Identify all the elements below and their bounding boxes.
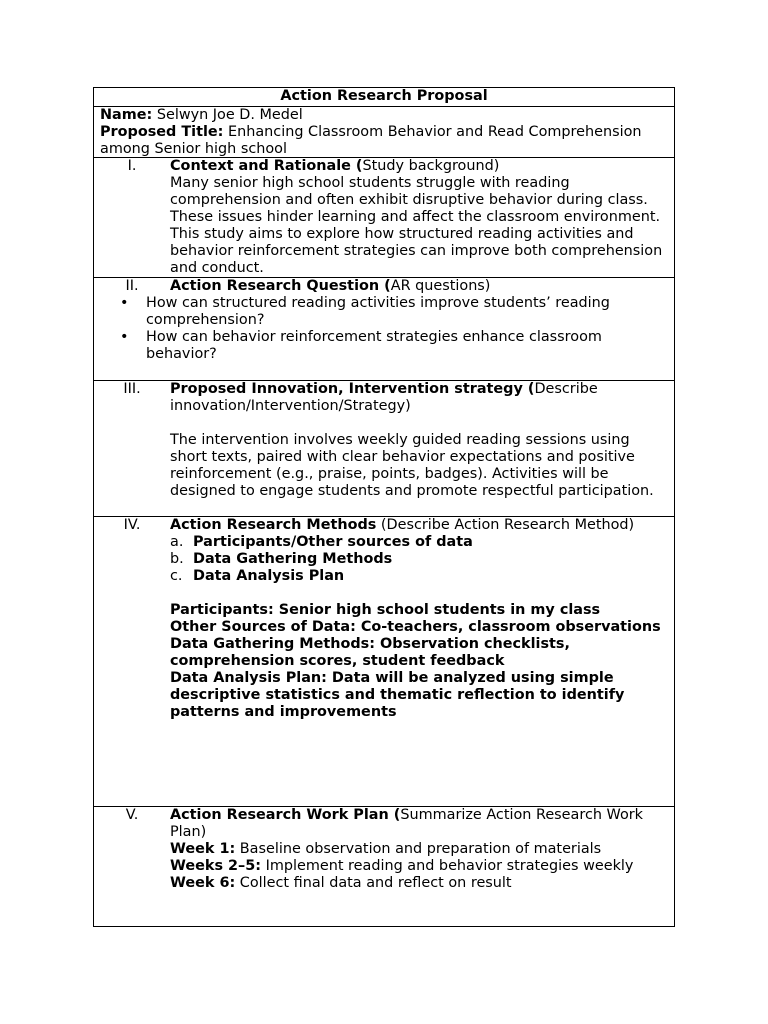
proposal-table xyxy=(93,87,675,927)
header-info xyxy=(94,106,674,157)
section-number: I. xyxy=(127,158,137,174)
work-plan-item: Week 1: Baseline observation and preparation of materials xyxy=(170,841,602,857)
section-heading: Context and Rationale (Study background) xyxy=(170,158,500,174)
method-item: c. Data Analysis Plan xyxy=(170,568,345,584)
proposed-title-value: Enhancing Classroom Behavior and Read Comprehension among Senior high school xyxy=(100,124,642,157)
method-detail: Participants: Senior high school students in my class xyxy=(170,602,601,618)
question-item: • How can structured reading activities improve students’ reading comprehension? xyxy=(120,295,610,328)
method-detail: Data Gathering Methods: Observation checklists, comprehension scores, student feedback xyxy=(170,636,570,669)
section-heading: Action Research Methods (Describe Action Research Method) xyxy=(170,517,635,533)
section-research-question xyxy=(94,277,674,380)
name-label: Name: xyxy=(100,107,153,123)
name-line xyxy=(100,107,670,124)
section-number: II. xyxy=(125,278,139,294)
bullet-icon: • xyxy=(120,295,129,311)
method-detail: Data Analysis Plan: Data will be analyzed using simple descriptive statistics and thematic reflection to identify patterns and improvements xyxy=(170,670,625,720)
name-value: Selwyn Joe D. Medel xyxy=(156,107,303,123)
bullet-icon: • xyxy=(120,329,129,345)
work-plan-item: Week 6: Collect final data and reflect on result xyxy=(170,875,512,891)
section-heading: Action Research Work Plan (Summarize Action Research Work Plan) xyxy=(170,807,644,840)
work-plan-item: Weeks 2–5: Implement reading and behavior strategies weekly xyxy=(170,858,634,874)
section-heading: Action Research Question (AR questions) xyxy=(170,278,491,294)
method-detail: Other Sources of Data: Co-teachers, classroom observations xyxy=(170,619,661,635)
section-number: III. xyxy=(123,381,141,397)
section-number: IV. xyxy=(123,517,141,533)
proposed-title-label: Proposed Title: xyxy=(100,124,224,140)
section-number: V. xyxy=(125,807,139,823)
method-item: a. Participants/Other sources of data xyxy=(170,534,473,550)
section-work-plan xyxy=(94,806,674,926)
proposed-title-line xyxy=(100,124,670,158)
section-methods xyxy=(94,516,674,806)
section-innovation xyxy=(94,380,674,516)
method-item: b. Data Gathering Methods xyxy=(170,551,393,567)
proposal-title: Action Research Proposal xyxy=(280,88,488,104)
section-text: The intervention involves weekly guided reading sessions using short texts, paired with clear behavior expectations and positive reinforcement (e.g., praise, points, badges). Activities will be designed to engage students and promote respectful participation. xyxy=(170,432,654,499)
section-context xyxy=(94,157,674,277)
section-heading: Proposed Innovation, Intervention strategy (Describe innovation/Intervention/Strategy) xyxy=(170,381,598,414)
question-item: • How can behavior reinforcement strategies enhance classroom behavior? xyxy=(120,329,602,362)
section-text: Many senior high school students struggle with reading comprehension and often exhibit disruptive behavior during class. These issues hinder learning and affect the classroom environment. This study aims to explore how structured reading activities and behavior reinforcement strategies can improve both comprehension and conduct. xyxy=(170,175,663,276)
